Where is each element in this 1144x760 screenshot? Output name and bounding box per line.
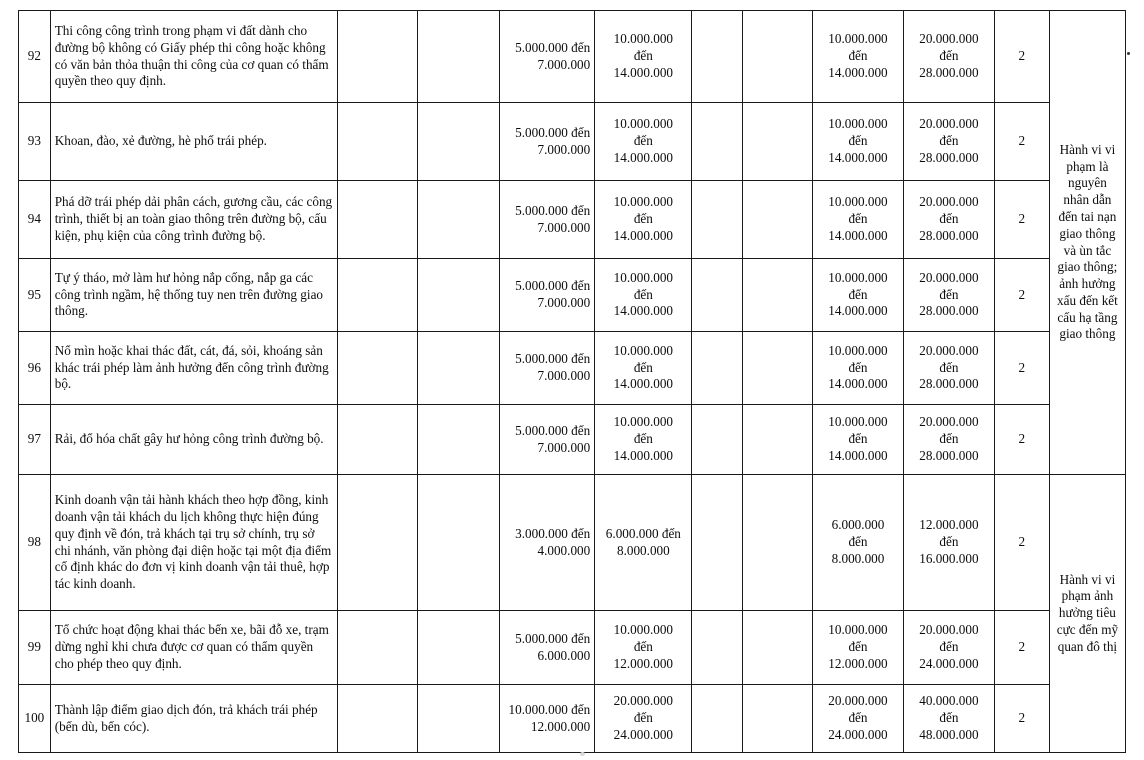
fine-line: 14.000.000 bbox=[828, 303, 888, 319]
fine-line: 14.000.000 bbox=[613, 64, 674, 80]
fine-line: 20.000.000 bbox=[919, 414, 979, 430]
fine-line: đến bbox=[848, 211, 868, 227]
fine-line: đến bbox=[848, 286, 868, 302]
row-number: 100 bbox=[19, 685, 51, 753]
violation-description: Thi công công trình trong phạm vi đất dành cho đường bộ không có Giấy phép thi công hoặc không có văn bản thỏa thuận thi công của cơ quan có thẩm quyền theo quy định. bbox=[50, 11, 338, 103]
fine-line: đến bbox=[939, 286, 959, 302]
fine-line: 10.000.000 bbox=[828, 194, 888, 210]
fine-line: 12.000.000 bbox=[613, 655, 674, 671]
fine-line: 6.000.000 bbox=[831, 517, 885, 533]
violation-description: Thành lập điểm giao dịch đón, trả khách trái phép (bến dù, bến cóc). bbox=[50, 685, 338, 753]
violation-description: Phá dỡ trái phép dải phân cách, gương cầu, các công trình, thiết bị an toàn giao thông trên đường bộ, cấu kiện, phụ kiện của công trình đường bộ. bbox=[50, 181, 338, 259]
fine-line: 24.000.000 bbox=[828, 726, 888, 742]
fine-line: 10.000.000 bbox=[828, 414, 888, 430]
blank-cell bbox=[338, 181, 417, 259]
fine-line: 20.000.000 bbox=[919, 31, 979, 47]
fine-line: đến bbox=[633, 431, 653, 447]
blank-cell bbox=[692, 611, 743, 685]
fine-line: 14.000.000 bbox=[613, 149, 674, 165]
blank-cell bbox=[692, 405, 743, 475]
fine-individual-range: 5.000.000 đến 7.000.000 bbox=[500, 332, 595, 405]
fine-line: 10.000.000 bbox=[613, 116, 674, 132]
fine-line: 16.000.000 bbox=[919, 550, 979, 566]
fine-line: 28.000.000 bbox=[919, 376, 979, 392]
fine-organization-range-2 bbox=[903, 259, 994, 332]
fine-line: 10.000.000 bbox=[828, 342, 888, 358]
fine-line: 28.000.000 bbox=[919, 227, 979, 243]
fine-line: 10.000.000 bbox=[828, 622, 888, 638]
fine-line: đến bbox=[939, 431, 959, 447]
violation-description: Kinh doanh vận tải hành khách theo hợp đồng, kinh doanh vận tải khách du lịch không thực hiện đúng quy định về đón, trả khách tại trụ sở chính, trụ sở chi nhánh, văn phòng đại diện hoặc tại một địa điểm cố định khác do đơn vị kinh doanh vận tải thuê, hợp tác kinh doanh. bbox=[50, 475, 338, 611]
row-number: 92 bbox=[19, 11, 51, 103]
table-row bbox=[19, 103, 1126, 181]
fine-organization-range bbox=[595, 11, 692, 103]
penalty-points: 2 bbox=[994, 685, 1049, 753]
fine-line: đến bbox=[939, 48, 959, 64]
fine-line: đến bbox=[633, 48, 653, 64]
fine-line: đến bbox=[848, 639, 868, 655]
fine-line: đến bbox=[848, 431, 868, 447]
blank-cell bbox=[743, 475, 813, 611]
fine-line: 14.000.000 bbox=[828, 447, 888, 463]
blank-cell bbox=[743, 11, 813, 103]
fine-line: đến bbox=[848, 710, 868, 726]
table-row bbox=[19, 475, 1126, 611]
blank-cell bbox=[743, 259, 813, 332]
fine-organization-range bbox=[595, 611, 692, 685]
fine-individual-range: 5.000.000 đến 7.000.000 bbox=[500, 181, 595, 259]
blank-cell bbox=[338, 685, 417, 753]
fine-line: đến bbox=[939, 359, 959, 375]
fine-line: 12.000.000 bbox=[828, 655, 888, 671]
fine-line: đến bbox=[939, 133, 959, 149]
row-number: 98 bbox=[19, 475, 51, 611]
fine-individual-range-2 bbox=[813, 11, 904, 103]
page-speck bbox=[580, 752, 585, 756]
fine-line: đến bbox=[633, 286, 653, 302]
fine-line: 14.000.000 bbox=[828, 64, 888, 80]
blank-cell bbox=[338, 405, 417, 475]
fine-organization-range-2 bbox=[903, 11, 994, 103]
blank-cell bbox=[338, 11, 417, 103]
fine-line: 14.000.000 bbox=[613, 303, 674, 319]
blank-cell bbox=[338, 103, 417, 181]
blank-cell bbox=[692, 11, 743, 103]
fine-line: 14.000.000 bbox=[613, 447, 674, 463]
fine-line: 10.000.000 bbox=[613, 194, 674, 210]
blank-cell bbox=[338, 332, 417, 405]
blank-cell bbox=[743, 685, 813, 753]
fine-line: 12.000.000 bbox=[919, 517, 979, 533]
blank-cell bbox=[743, 405, 813, 475]
fine-organization-range-2 bbox=[903, 611, 994, 685]
fine-line: 20.000.000 bbox=[919, 116, 979, 132]
blank-cell bbox=[417, 103, 499, 181]
fine-individual-range-2 bbox=[813, 259, 904, 332]
fine-line: 20.000.000 bbox=[613, 693, 674, 709]
fine-line: 40.000.000 bbox=[919, 693, 979, 709]
table-row bbox=[19, 332, 1126, 405]
fine-line: 24.000.000 bbox=[613, 726, 674, 742]
blank-cell bbox=[417, 259, 499, 332]
fine-line: 10.000.000 bbox=[613, 414, 674, 430]
blank-cell bbox=[743, 181, 813, 259]
penalty-points: 2 bbox=[994, 405, 1049, 475]
fine-organization-range bbox=[595, 405, 692, 475]
fine-line: 14.000.000 bbox=[828, 149, 888, 165]
penalty-points: 2 bbox=[994, 475, 1049, 611]
fine-line: đến bbox=[848, 534, 868, 550]
fine-line: 28.000.000 bbox=[919, 447, 979, 463]
note-urban: Hành vi vi phạm ảnh hưởng tiêu cực đến mỹ quan đô thị bbox=[1049, 475, 1125, 753]
fine-organization-range-2 bbox=[903, 405, 994, 475]
row-number: 96 bbox=[19, 332, 51, 405]
fine-line: 10.000.000 bbox=[613, 342, 674, 358]
fine-individual-range-2 bbox=[813, 475, 904, 611]
fine-line: 20.000.000 bbox=[919, 194, 979, 210]
fine-line: 10.000.000 bbox=[828, 116, 888, 132]
row-number: 94 bbox=[19, 181, 51, 259]
blank-cell bbox=[338, 611, 417, 685]
fine-individual-range-2 bbox=[813, 685, 904, 753]
blank-cell bbox=[417, 611, 499, 685]
row-number: 97 bbox=[19, 405, 51, 475]
fine-line: 14.000.000 bbox=[613, 376, 674, 392]
fine-line: 10.000.000 bbox=[613, 269, 674, 285]
fine-line: 28.000.000 bbox=[919, 303, 979, 319]
fine-organization-range bbox=[595, 685, 692, 753]
table-row bbox=[19, 11, 1126, 103]
penalty-points: 2 bbox=[994, 259, 1049, 332]
fine-individual-range-2 bbox=[813, 332, 904, 405]
table-row bbox=[19, 405, 1126, 475]
fine-line: 20.000.000 bbox=[919, 342, 979, 358]
fine-individual-range-2 bbox=[813, 103, 904, 181]
violation-description: Tổ chức hoạt động khai thác bến xe, bãi đỗ xe, trạm dừng nghỉ khi chưa được cơ quan có thẩm quyền cho phép theo quy định. bbox=[50, 611, 338, 685]
note-traffic: Hành vi vi phạm là nguyên nhân dẫn đến tai nạn giao thông và ùn tắc giao thông; ảnh hưởng xấu đến kết cấu hạ tầng giao thông bbox=[1049, 11, 1125, 475]
fine-individual-range: 3.000.000 đến 4.000.000 bbox=[500, 475, 595, 611]
fine-line: 20.000.000 bbox=[919, 622, 979, 638]
fine-line: 6.000.000 đến bbox=[605, 525, 681, 541]
fine-line: đến bbox=[939, 639, 959, 655]
fine-line: đến bbox=[939, 710, 959, 726]
fine-schedule-table bbox=[18, 10, 1126, 753]
table-row bbox=[19, 611, 1126, 685]
fine-line: đến bbox=[633, 710, 653, 726]
fine-organization-range-2 bbox=[903, 332, 994, 405]
fine-organization-range-2 bbox=[903, 181, 994, 259]
fine-organization-range-2 bbox=[903, 475, 994, 611]
fine-organization-range bbox=[595, 181, 692, 259]
blank-cell bbox=[692, 475, 743, 611]
fine-line: 24.000.000 bbox=[919, 655, 979, 671]
blank-cell bbox=[417, 181, 499, 259]
fine-organization-range bbox=[595, 475, 692, 611]
fine-line: 48.000.000 bbox=[919, 726, 979, 742]
fine-individual-range-2 bbox=[813, 405, 904, 475]
blank-cell bbox=[692, 332, 743, 405]
row-number: 93 bbox=[19, 103, 51, 181]
fine-line: đến bbox=[939, 534, 959, 550]
blank-cell bbox=[743, 332, 813, 405]
fine-individual-range: 5.000.000 đến 7.000.000 bbox=[500, 405, 595, 475]
fine-individual-range: 5.000.000 đến 7.000.000 bbox=[500, 103, 595, 181]
fine-individual-range-2 bbox=[813, 611, 904, 685]
fine-line: đến bbox=[848, 359, 868, 375]
scan-speck bbox=[1127, 52, 1130, 55]
penalty-points: 2 bbox=[994, 103, 1049, 181]
fine-individual-range: 5.000.000 đến 6.000.000 bbox=[500, 611, 595, 685]
fine-line: đến bbox=[633, 359, 653, 375]
blank-cell bbox=[417, 405, 499, 475]
fine-line: 8.000.000 bbox=[831, 550, 885, 566]
violation-description: Khoan, đào, xẻ đường, hè phố trái phép. bbox=[50, 103, 338, 181]
fine-individual-range: 5.000.000 đến 7.000.000 bbox=[500, 259, 595, 332]
fine-individual-range-2 bbox=[813, 181, 904, 259]
row-number: 99 bbox=[19, 611, 51, 685]
fine-line: đến bbox=[939, 211, 959, 227]
violation-description: Nổ mìn hoặc khai thác đất, cát, đá, sỏi, khoáng sản khác trái phép làm ảnh hưởng đến công trình đường bộ. bbox=[50, 332, 338, 405]
fine-line: 14.000.000 bbox=[828, 227, 888, 243]
fine-line: 14.000.000 bbox=[828, 376, 888, 392]
violation-description: Tự ý tháo, mở làm hư hỏng nắp cống, nắp ga các công trình ngầm, hệ thống tuy nen trên đường giao thông. bbox=[50, 259, 338, 332]
blank-cell bbox=[417, 685, 499, 753]
table-row bbox=[19, 181, 1126, 259]
fine-organization-range bbox=[595, 103, 692, 181]
fine-organization-range bbox=[595, 332, 692, 405]
table-row bbox=[19, 685, 1126, 753]
fine-line: 8.000.000 bbox=[616, 542, 670, 558]
blank-cell bbox=[417, 11, 499, 103]
fine-organization-range-2 bbox=[903, 685, 994, 753]
fine-line: đến bbox=[848, 48, 868, 64]
fine-individual-range: 5.000.000 đến 7.000.000 bbox=[500, 11, 595, 103]
fine-line: 20.000.000 bbox=[828, 693, 888, 709]
penalty-points: 2 bbox=[994, 611, 1049, 685]
fine-line: 10.000.000 bbox=[828, 31, 888, 47]
blank-cell bbox=[743, 103, 813, 181]
blank-cell bbox=[692, 181, 743, 259]
blank-cell bbox=[743, 611, 813, 685]
blank-cell bbox=[417, 332, 499, 405]
fine-organization-range bbox=[595, 259, 692, 332]
fine-line: đến bbox=[633, 211, 653, 227]
fine-individual-range: 10.000.000 đến 12.000.000 bbox=[500, 685, 595, 753]
blank-cell bbox=[338, 259, 417, 332]
fine-line: 28.000.000 bbox=[919, 149, 979, 165]
penalty-points: 2 bbox=[994, 181, 1049, 259]
fine-organization-range-2 bbox=[903, 103, 994, 181]
fine-line: đến bbox=[633, 133, 653, 149]
fine-line: 10.000.000 bbox=[613, 622, 674, 638]
blank-cell bbox=[692, 685, 743, 753]
penalty-points: 2 bbox=[994, 332, 1049, 405]
row-number: 95 bbox=[19, 259, 51, 332]
fine-line: 14.000.000 bbox=[613, 227, 674, 243]
table-row bbox=[19, 259, 1126, 332]
violation-description: Rải, đổ hóa chất gây hư hỏng công trình đường bộ. bbox=[50, 405, 338, 475]
fine-line: 28.000.000 bbox=[919, 64, 979, 80]
fine-line: 10.000.000 bbox=[828, 269, 888, 285]
penalty-points: 2 bbox=[994, 11, 1049, 103]
fine-line: 10.000.000 bbox=[613, 31, 674, 47]
blank-cell bbox=[692, 103, 743, 181]
blank-cell bbox=[692, 259, 743, 332]
blank-cell bbox=[338, 475, 417, 611]
fine-line: đến bbox=[633, 639, 653, 655]
fine-line: 20.000.000 bbox=[919, 269, 979, 285]
blank-cell bbox=[417, 475, 499, 611]
fine-line: đến bbox=[848, 133, 868, 149]
